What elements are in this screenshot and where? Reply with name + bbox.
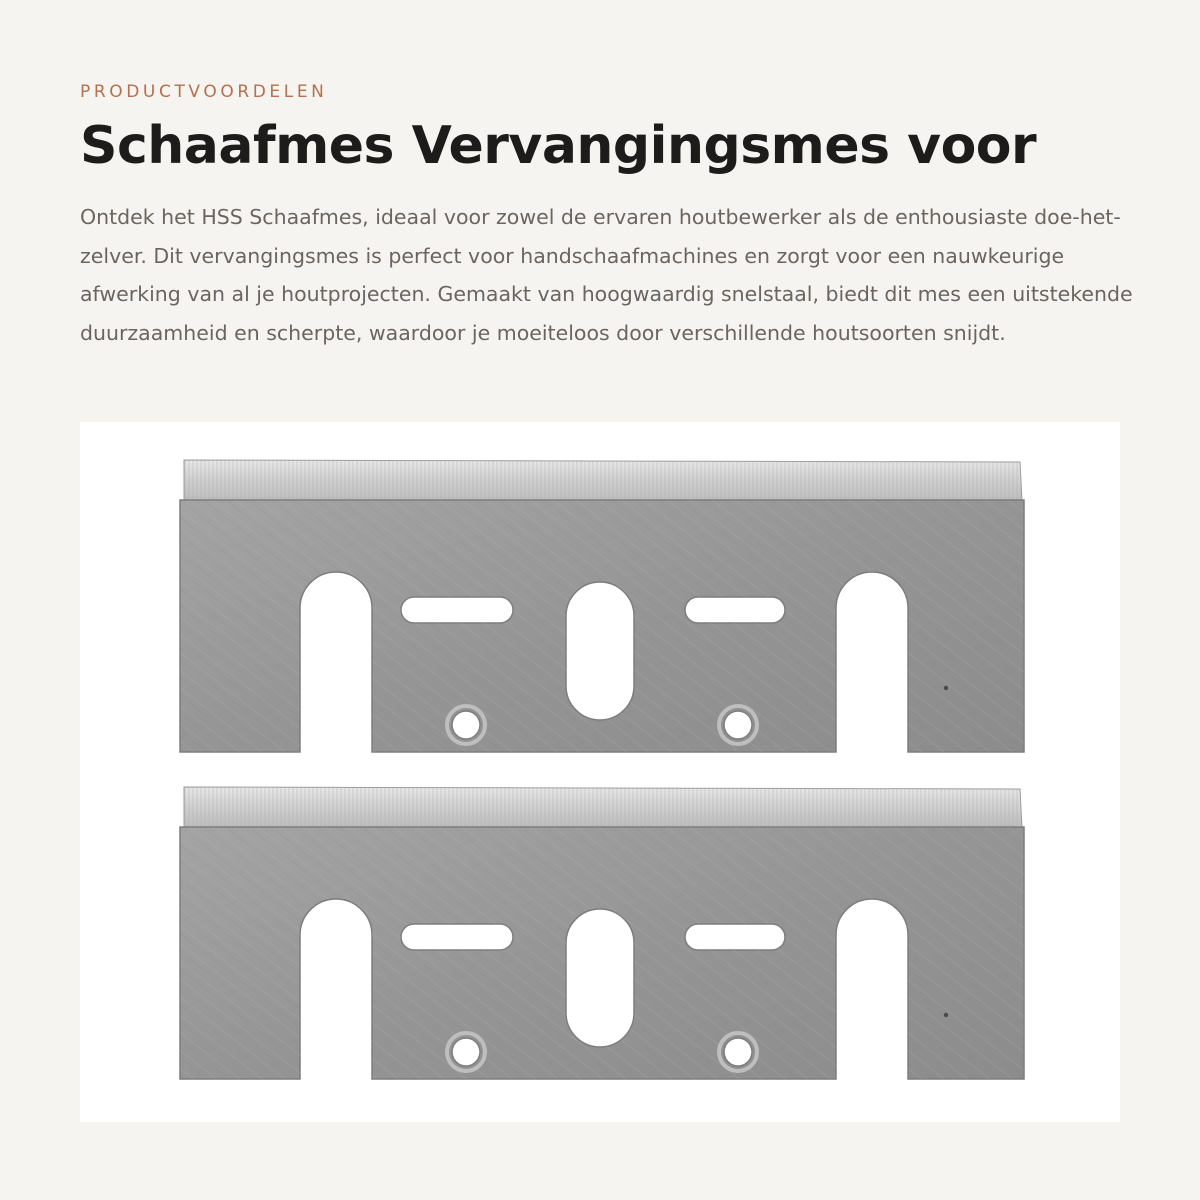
planer-blade-top [180, 460, 1024, 752]
eyebrow-label: PRODUCTVOORDELEN [80, 82, 328, 102]
planer-blades-illustration [80, 422, 1120, 1122]
product-description: Ontdek het HSS Schaafmes, ideaal voor zowel de ervaren houtbewerker als de enthousiaste doe-het-zelver. Dit vervangingsmes is perfect voor handschaafmachines en zorgt voor een nauwkeurige afwerking van al je houtprojecten. Gemaakt van hoogwaardig snelstaal, biedt dit mes een uitstekende duurzaamheid en scherpte, waardoor je moeiteloos door verschillende houtsoorten snijdt. [80, 205, 1133, 345]
product-image [80, 422, 1120, 1122]
planer-blade-bottom [180, 787, 1024, 1079]
section-title: Schaafmes Vervangingsmes voor [80, 116, 1037, 176]
